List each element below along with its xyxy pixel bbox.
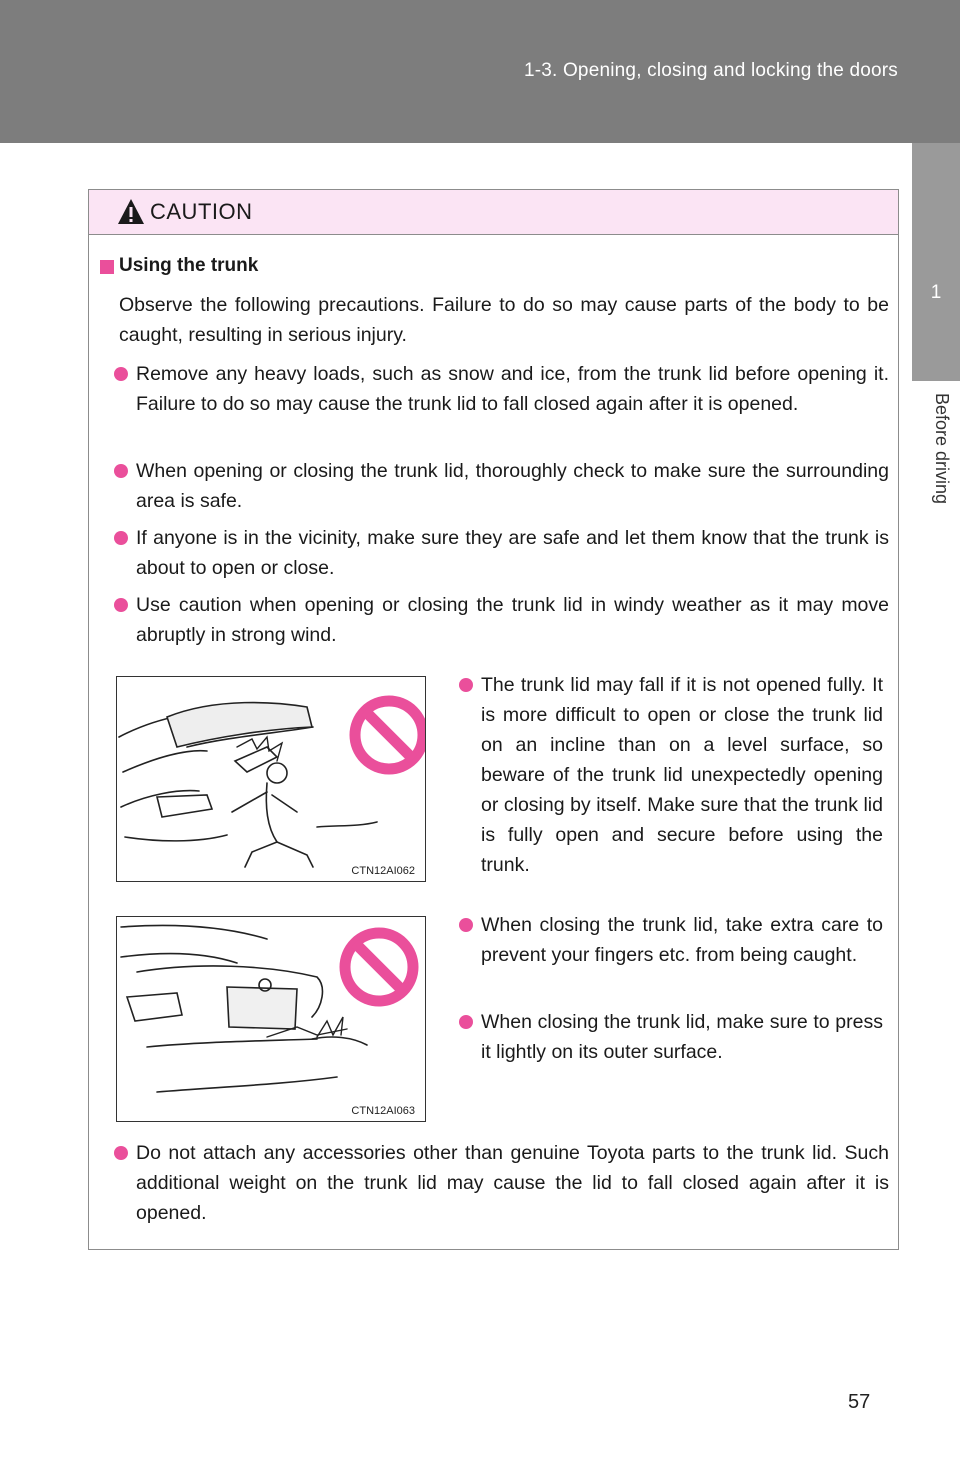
bullet-dot-icon <box>459 918 473 932</box>
bullet-text: Remove any heavy loads, such as snow and ice, from the trunk lid before opening it. Failure to do so may cause the trunk lid to fall closed again after it is opened. <box>136 363 889 415</box>
figure-finger-caught <box>116 916 426 1122</box>
figure-trunk-falling <box>116 676 426 882</box>
prohibition-icon <box>345 933 413 1001</box>
bullet-dot-icon <box>114 464 128 478</box>
chapter-label: Before driving <box>932 393 952 505</box>
list-item <box>136 456 889 516</box>
list-item <box>136 359 889 419</box>
bullet-dot-icon <box>114 1146 128 1160</box>
list-item <box>481 910 883 970</box>
section-title: 1-3. Opening, closing and locking the doors <box>523 60 898 81</box>
list-item <box>481 670 883 880</box>
header-band <box>0 0 960 143</box>
caution-box <box>88 189 899 1250</box>
bullet-dot-icon <box>114 531 128 545</box>
warning-icon <box>116 197 146 227</box>
bullet-dot-icon <box>114 367 128 381</box>
section-heading: Using the trunk <box>119 255 259 276</box>
list-item <box>136 590 889 650</box>
finger-caught-illustration <box>117 917 425 1121</box>
bullet-text: When closing the trunk lid, make sure to press it lightly on its outer surface. <box>481 1011 883 1063</box>
bullet-dot-icon <box>459 1015 473 1029</box>
bullet-text: The trunk lid may fall if it is not opened fully. It is more difficult to open or close the trunk lid on an incline than on a level surface, so beware of the trunk lid unexpectedly opening or closing by itself. Make sure that the trunk lid is fully open and secure before using the trunk. <box>481 674 883 876</box>
bullet-text: If anyone is in the vicinity, make sure they are safe and let them know that the trunk is about to open or close. <box>136 527 889 579</box>
bullet-dot-icon <box>459 678 473 692</box>
page-number: 57 <box>848 1391 871 1413</box>
figure-code: CTN12AI062 <box>351 865 415 877</box>
list-item <box>136 523 889 583</box>
bullet-text: When opening or closing the trunk lid, thoroughly check to make sure the surrounding area is safe. <box>136 460 889 512</box>
section-square-icon <box>100 260 114 274</box>
prohibition-icon <box>355 701 423 769</box>
caution-header <box>89 190 898 235</box>
list-item <box>481 1007 883 1067</box>
bullet-text: Use caution when opening or closing the trunk lid in windy weather as it may move abruptly in strong wind. <box>136 594 889 646</box>
chapter-tab <box>912 143 960 381</box>
chapter-number: 1 <box>930 282 942 303</box>
trunk-falling-illustration <box>117 677 425 881</box>
figure-code: CTN12AI063 <box>351 1105 415 1117</box>
list-item <box>136 1138 889 1228</box>
bullet-text: Do not attach any accessories other than genuine Toyota parts to the trunk lid. Such additional weight on the trunk lid may cause the lid to fall closed again after it is opened. <box>136 1142 889 1224</box>
bullet-dot-icon <box>114 598 128 612</box>
caution-heading: CAUTION <box>150 199 253 224</box>
bullet-text: When closing the trunk lid, take extra care to prevent your fingers etc. from being caught. <box>481 914 883 966</box>
intro-paragraph: Observe the following precautions. Failure to do so may cause parts of the body to be caught, resulting in serious injury. <box>119 294 889 346</box>
